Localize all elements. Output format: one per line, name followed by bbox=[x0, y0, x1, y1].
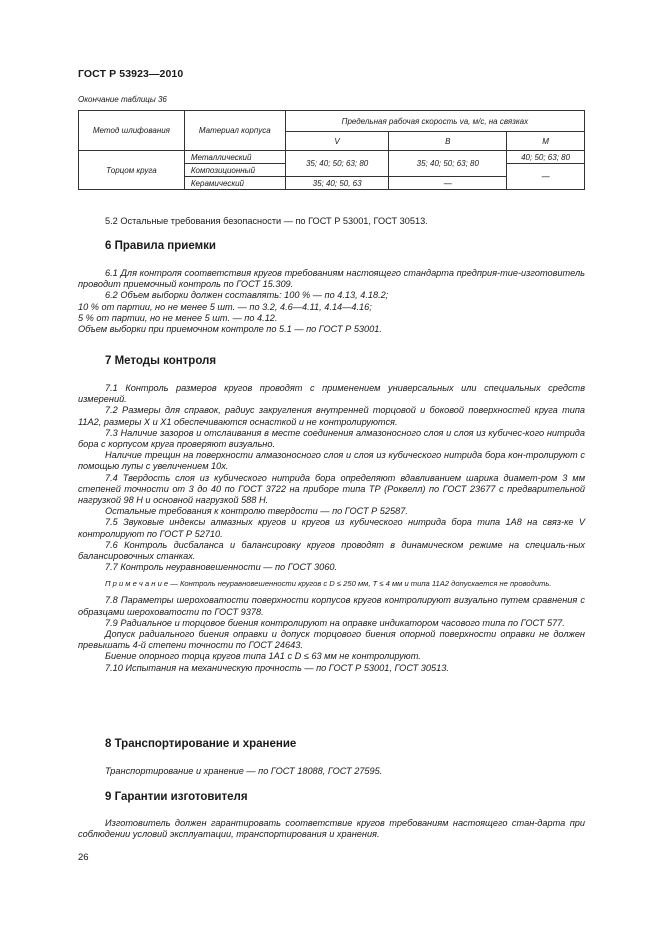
note-7-7: П р и м е ч а н и е — Контроль неуравновешенности кругов с D ≤ 250 мм, T ≤ 4 мм и типа 11А2 допускается не проводить. bbox=[105, 579, 552, 589]
header-b: В bbox=[389, 132, 507, 151]
cell-material-2: Композиционный bbox=[184, 164, 285, 177]
para-7-6: 7.6 Контроль дисбаланса и балансировку кругов проводят в динамическом режиме на специаль-ных балансировочных станках. bbox=[78, 539, 585, 562]
para-6-2: 6.2 Объем выборки должен составлять: 100 % — по 4.13, 4.18.2; bbox=[105, 290, 389, 301]
para-7-2: 7.2 Размеры для справок, радиус закругления внутренней торцовой и боковой поверхностей круга типа 11А2, размеры X и X1 обеспечиваются оснасткой и не контролируются. bbox=[78, 405, 585, 427]
header-speed: Предельная рабочая скорость vа, м/с, на связках bbox=[285, 111, 584, 132]
para-5-2-block bbox=[78, 216, 585, 227]
table-caption: Окончание таблицы 36 bbox=[78, 95, 167, 104]
para-7-9: 7.9 Радиальное и торцовое биения контролируют на оправке индикатором часового типа по ГОСТ 577. bbox=[105, 617, 565, 628]
header-v: V bbox=[285, 132, 389, 151]
page-number: 26 bbox=[78, 852, 89, 863]
para-7-3: 7.3 Наличие зазоров и отслаивания в месте соединения алмазоносного слоя и слоя из кубичес-кого нитрида бора с корпусом круга проверяют визуально. bbox=[78, 427, 585, 450]
para-8-1: Транспортирование и хранение — по ГОСТ 18088, ГОСТ 27595. bbox=[105, 766, 383, 776]
para-7-1: 7.1 Контроль размеров кругов проводят с применением универсальных или специальных средств измерений. bbox=[78, 383, 585, 405]
para-6-2-c: 5 % от партии, но не менее 5 шт. — по 4.12. bbox=[78, 312, 278, 323]
section-6-title: 6 Правила приемки bbox=[105, 240, 216, 252]
cell-material-1: Металлический bbox=[184, 151, 285, 164]
para-7-5: 7.5 Звуковые индексы алмазных кругов и кругов из кубического нитрида бора типа 1А8 на связ-ке V контролируют по ГОСТ Р 52710. bbox=[78, 517, 585, 539]
section-8-title: 8 Транспортирование и хранение bbox=[105, 738, 297, 750]
cell-method: Торцом круга bbox=[79, 151, 185, 190]
para-9-1: Изготовитель должен гарантировать соответствие кругов требованиям настоящего стан-дарта при соблюдении условий эксплуатации, транспортирования и хранения. bbox=[78, 818, 585, 840]
cell-v-1-2: 35; 40; 50; 63; 80 bbox=[285, 151, 389, 177]
para-6-1: 6.1 Для контроля соответствия кругов требованиям настоящего стандарта предприя-тие-изготовитель проводит приемочный контроль по ГОСТ 15.309. bbox=[78, 268, 585, 290]
section-9-body bbox=[78, 818, 585, 840]
cell-m-2-3: — bbox=[507, 164, 585, 190]
para-7-8: 7.8 Параметры шероховатости поверхности корпусов кругов контролируют визуально путем сравнения с образцами шероховатости по ГОСТ 9378. bbox=[78, 595, 585, 617]
cell-m-1: 40; 50; 63; 80 bbox=[507, 151, 585, 164]
header-m: М bbox=[507, 132, 585, 151]
cell-b-1-2: 35; 40; 50; 63; 80 bbox=[389, 151, 507, 177]
section-7-body bbox=[78, 383, 585, 674]
para-7-9-b: Допуск радиального биения оправки и допуск торцового биения опорной поверхности оправки не должен превышать 4-й степени точности по ГОСТ 24643. bbox=[78, 629, 585, 651]
header-material: Материал корпуса bbox=[184, 111, 285, 151]
para-6-2-d: Объем выборки при приемочном контроле по 5.1 — по ГОСТ Р 53001. bbox=[78, 324, 382, 335]
para-7-4: 7.4 Твердость слоя из кубического нитрида бора определяют вдавливанием шарика диамет-ром 3 мм степеней точности от 3 до 40 по ГОСТ 3722 на приборе типа ТР (Роквелл) по ГОСТ 23677 с предварительной нагрузкой 98 Н и основной нагрузкой 588 Н. bbox=[78, 472, 585, 506]
para-7-7: 7.7 Контроль неуравновешенности — по ГОСТ 3060. bbox=[105, 562, 338, 573]
para-7-4-b: Остальные требования к контролю твердости — по ГОСТ Р 52587. bbox=[105, 506, 408, 517]
table-36 bbox=[78, 110, 585, 190]
section-6-body bbox=[78, 268, 585, 335]
cell-material-3: Керамический bbox=[184, 177, 285, 190]
cell-v-3: 35; 40; 50, 63 bbox=[285, 177, 389, 190]
para-7-9-c: Биение опорного торца кругов типа 1А1 с D ≤ 63 мм не контролируют. bbox=[105, 651, 421, 662]
cell-b-3: — bbox=[389, 177, 507, 190]
para-6-2-b: 10 % от партии, но не менее 5 шт. — по 3.2, 4.6—4.11, 4.14—4.16; bbox=[78, 301, 372, 312]
para-5-2: 5.2 Остальные требования безопасности — по ГОСТ Р 53001, ГОСТ 30513. bbox=[105, 216, 428, 226]
header-method: Метод шлифования bbox=[79, 111, 185, 151]
section-7-title: 7 Методы контроля bbox=[105, 355, 217, 367]
para-7-3-b: Наличие трещин на поверхности алмазоносного слоя и слоя из кубического нитрида бора кон-тролируют с помощью лупы с увеличением 10х. bbox=[78, 450, 585, 472]
page-header: ГОСТ Р 53923—2010 bbox=[78, 68, 184, 80]
para-7-10: 7.10 Испытания на механическую прочность — по ГОСТ Р 53001, ГОСТ 30513. bbox=[105, 662, 449, 673]
section-9-title: 9 Гарантии изготовителя bbox=[105, 791, 248, 803]
section-8-body bbox=[78, 766, 585, 777]
